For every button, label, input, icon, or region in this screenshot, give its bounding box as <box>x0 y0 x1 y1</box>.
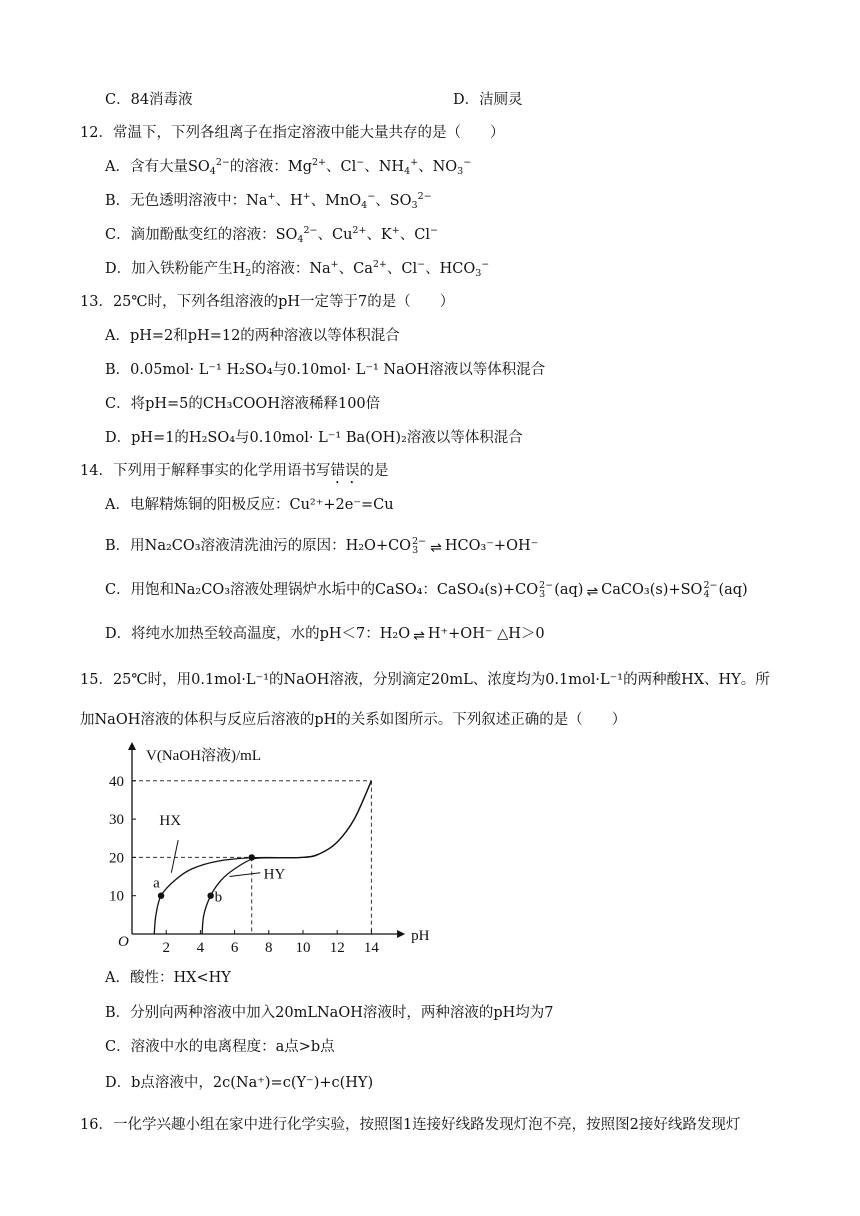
q15-option-b: B．分别向两种溶液中加入20mLNaOH溶液时，两种溶液的pH均为7 <box>105 1005 554 1021</box>
q13-option-b: B．0.05mol· L⁻¹ H₂SO₄与0.10mol· L⁻¹ NaOH溶液以等体积混合 <box>105 362 546 378</box>
point-b <box>207 893 213 899</box>
equilibrium-arrow-icon: ⇌ <box>586 584 599 600</box>
q14-option-a: A．电解精炼铜的阳极反应：Cu²⁺+2e⁻=Cu <box>105 497 394 513</box>
series-label-hy: HY <box>263 866 286 883</box>
x-tick-label-4: 4 <box>196 940 205 956</box>
x-tick-label-2: 2 <box>162 940 170 956</box>
x-tick-label-12: 12 <box>329 940 345 956</box>
x-tick-label-6: 6 <box>230 940 239 956</box>
leader-line-hy <box>229 873 260 877</box>
y-tick-label-40: 40 <box>109 773 124 790</box>
x-axis-label: pH <box>411 928 430 944</box>
q15-stem-line1: 15．25℃时，用0.1mol·L⁻¹的NaOH溶液，分别滴定20mL、浓度均为0.1mol·L⁻¹的两种酸HX、HY。所 <box>80 672 770 688</box>
q12-option-b: B．无色透明溶液中：Na+、H+、MnO$_4$−、$SO_3^{2-}$ <box>105 191 432 211</box>
x-tick-label-14: 14 <box>363 940 379 956</box>
leader-line-hx <box>171 840 178 873</box>
q11-option-c: C．84消毒液 <box>105 92 193 108</box>
q15-option-d: D．b点溶液中，2c(Na⁺)=c(Y⁻)+c(HY) <box>105 1075 374 1091</box>
q14-option-d: D．将纯水加热至较高温度，水的pH＜7：H₂O ⇌ H⁺+OH⁻ △H＞0 <box>105 626 545 644</box>
emphasis-text: 错误 <box>330 463 360 479</box>
q12-stem: 12．常温下，下列各组离子在指定溶液中能大量共存的是（ ） <box>80 125 505 141</box>
q15-stem-line2: 加NaOH溶液的体积与反应后溶液的pH的关系如图所示。下列叙述正确的是（ ） <box>80 712 627 728</box>
q15-option-c: C．溶液中水的电离程度：a点>b点 <box>105 1039 335 1055</box>
q13-option-d: D．pH=1的H₂SO₄与0.10mol· L⁻¹ Ba(OH)₂溶液以等体积混合 <box>105 430 523 446</box>
y-tick-label-10: 10 <box>109 888 124 905</box>
point-equivalence <box>249 854 255 860</box>
q16-stem: 16．一化学兴趣小组在家中进行化学实验，按照图1连接好线路发现灯泡不亮，按照图2接好线路发现灯 <box>80 1117 741 1133</box>
curve-hy <box>202 781 371 934</box>
q12-option-d: D．加入铁粉能产生$H_2$的溶液：Na+、$Ca^{2+}$、Cl−、$HCO_3^-$ <box>105 259 490 279</box>
q12-option-a: A．含有大量$SO_4^{2-}$的溶液：$Mg^{2+}$、Cl−、$NH_4^+$、$NO_3^-$ <box>105 157 472 177</box>
q11-option-d: D．洁厕灵 <box>453 92 523 108</box>
x-tick-label-10: 10 <box>295 940 311 956</box>
q12-option-c: C．滴加酚酞变红的溶液：$SO_4^{2-}$、$Cu^{2+}$、K+、Cl− <box>105 225 438 245</box>
q14-option-b: B．用Na₂CO₃溶液清洗油污的原因：H₂O+CO 2− 3 ⇌ HCO₃⁻+OH⁻ <box>105 536 539 556</box>
y-axis-label: V(NaOH溶液)/mL <box>146 748 261 764</box>
q14-option-c: C．用饱和Na₂CO₃溶液处理锅炉水垢中的CaSO₄：CaSO₄(s)+CO 2− 3 (aq) ⇌ CaCO₃(s)+SO 2− 4 (aq) <box>105 580 748 600</box>
equilibrium-arrow-icon: ⇌ <box>413 628 425 644</box>
point-label-a: a <box>153 875 160 892</box>
y-axis-arrow-icon <box>128 742 136 750</box>
series-label-hx: HX <box>159 812 182 829</box>
x-axis-arrow-icon <box>397 930 405 938</box>
point-a <box>158 893 164 899</box>
q15-option-a: A．酸性：HX<HY <box>105 970 231 986</box>
point-label-b: b <box>214 889 223 906</box>
equilibrium-arrow-icon: ⇌ <box>430 540 442 556</box>
q13-option-a: A．pH=2和pH=12的两种溶液以等体积混合 <box>105 328 400 344</box>
x-tick-label-8: 8 <box>265 940 273 956</box>
titration-chart <box>100 738 430 958</box>
y-tick-label-20: 20 <box>109 850 124 867</box>
q14-stem: 14．下列用于解释事实的化学用语书写错误的是 <box>80 463 389 479</box>
q13-option-c: C．将pH=5的CH₃COOH溶液稀释100倍 <box>105 396 381 412</box>
q13-stem: 13．25℃时，下列各组溶液的pH一定等于7的是（ ） <box>80 294 455 310</box>
origin-label: O <box>118 934 129 950</box>
y-tick-label-30: 30 <box>109 812 124 829</box>
